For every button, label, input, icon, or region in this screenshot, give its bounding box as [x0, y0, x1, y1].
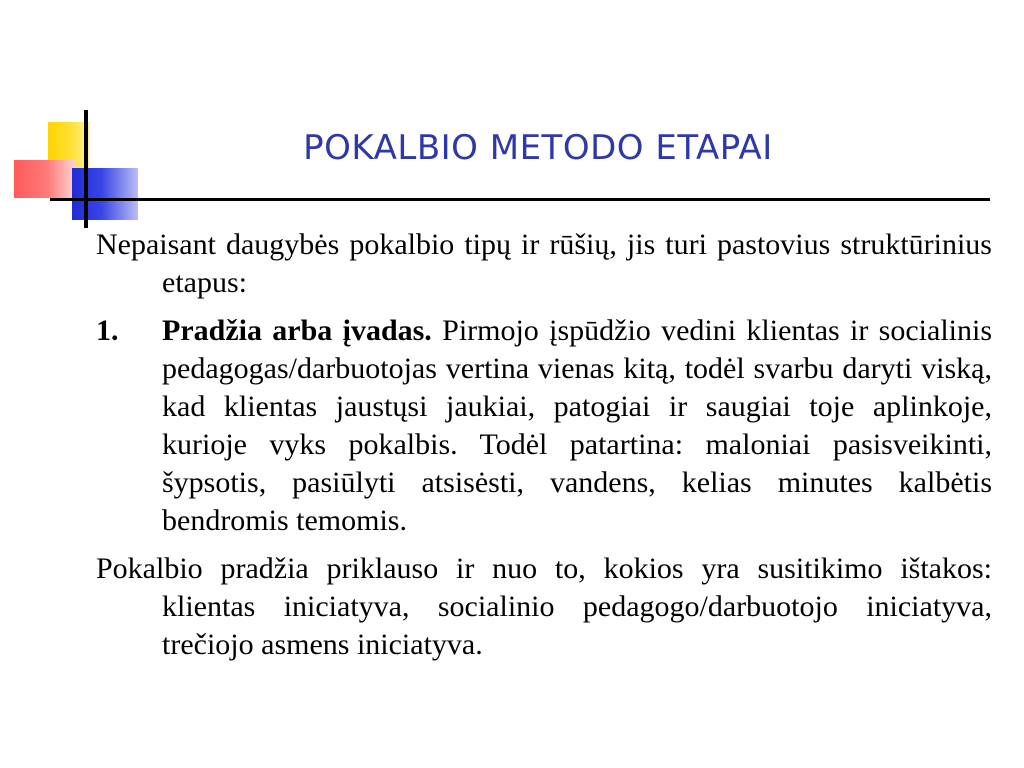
list-item-heading: Pradžia arba įvadas.	[162, 314, 432, 347]
slide-title: POKALBIO METODO ETAPAI	[303, 128, 773, 168]
list-item-number: 1.	[96, 314, 119, 347]
list-item-text: Pirmojo įspūdžio vedini klientas ir socialinis pedagogas/darbuotojas vertina vienas kitą, todėl svarbu daryti viską, kad klientas jaustųsi jaukiai, patogiai ir saugiai toje aplinkoje, kurioje vyks pokalbis. Todėl patartina: maloniai pasisveikinti, šypsotis, pasiūlyti atsisėsti, vandens, kelias minutes kalbėtis bendromis temomis.	[162, 314, 993, 537]
list-item-body	[162, 312, 992, 540]
list-item	[96, 312, 992, 540]
corner-decoration	[0, 0, 160, 240]
blue-square-decoration	[72, 168, 138, 220]
slide-body	[96, 226, 992, 674]
closing-paragraph: Pokalbio pradžia priklauso ir nuo to, kokios yra susitikimo ištakos: klientas iniciatyva, socialinio pedagogo/darbuotojo iniciatyva, trečiojo asmens iniciatyva.	[96, 552, 992, 661]
intro-paragraph: Nepaisant daugybės pokalbio tipų ir rūšių, jis turi pastovius struktūrinius etapus:	[96, 228, 992, 299]
title-underline-rule	[100, 198, 990, 201]
